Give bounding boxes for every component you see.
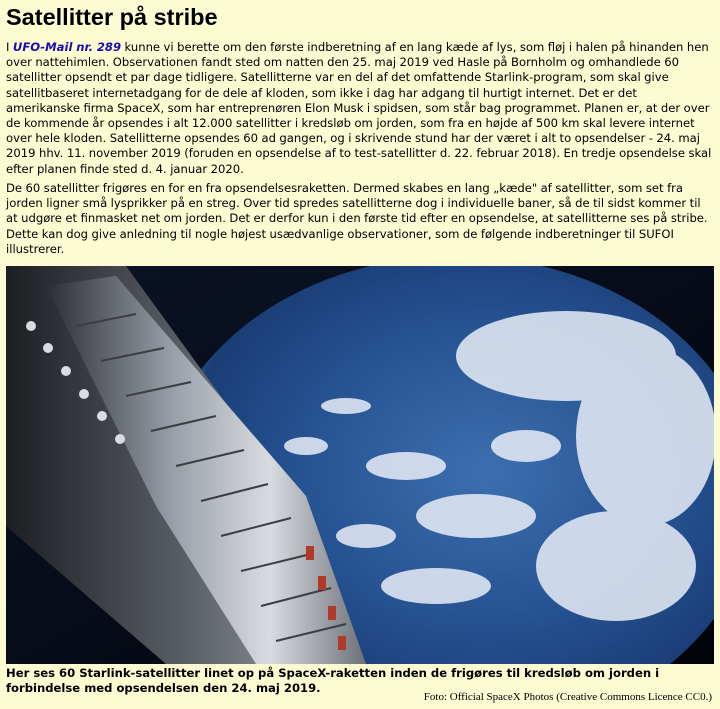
ufo-mail-link[interactable]: UFO-Mail nr. 289: [12, 40, 122, 54]
starlink-photo-illustration: [6, 266, 714, 664]
starlink-photo: [6, 266, 714, 664]
photo-caption: Her ses 60 Starlink-satellitter linet op på SpaceX-raketten inden de frigøres til kredsløb om jorden i forbindelse med opsendelsen den 24. maj 2019.: [6, 666, 660, 696]
photo-credit: Foto: Official SpaceX Photos (Creative Commons Licence CC0.): [423, 691, 712, 703]
intro-text: kunne vi berette om den første indberetning af en lang kæde af lys, som fløj i halen på hinanden hen over nattehimlen. Observationen fandt sted om natten den 25. maj 2019 ved Hasle på Bornholm og omhandlede 60 satellitter opsendt et par dage tidligere. Satellitterne var en del af det omfattende Starlink-program, som skal give satellitbaseret internetadgang for de dele af kloden, som ikke i dag har adgang til hurtigt internet. Det er det amerikanske firma SpaceX, som har entreprenøren Elon Musk i spidsen, som står bag programmet. Planen er, at der over de kommende år opsendes i alt 12.000 satellitter i kredsløb om jorden, som fra en højde af 500 km skal levere internet over hele kloden. Satellitterne opsendes 60 ad gangen, og i skrivende stund har der været i alt to opsendelser - 24. maj 2019 hhv. 11. november 2019 (foruden en opsendelse af to test-satellitter d. 22. februar 2018). En tredje opsendelse skal efter planen finde sted d. 4. januar 2020.: [6, 40, 712, 176]
intro-paragraph: [6, 40, 714, 177]
page-title: Satellitter på stribe: [6, 4, 218, 30]
second-paragraph: De 60 satellitter frigøres en for en fra opsendelsesraketten. Dermed skabes en lang „kæde" af satellitter, som set fra jorden ligner små lysprikker på en streg. Over tid spredes satellitterne dog i individuelle baner, så de til sidst kommer til at udgøre et finmasket net om jorden. Det er derfor kun i den første tid efter en opsendelse, at satellitterne ses på stribe. Dette kan dog give anledning til nogle højest usædvanlige observationer, som de følgende indberetninger til SUFOI illustrerer.: [6, 181, 708, 256]
intro-lead: I: [6, 40, 13, 54]
